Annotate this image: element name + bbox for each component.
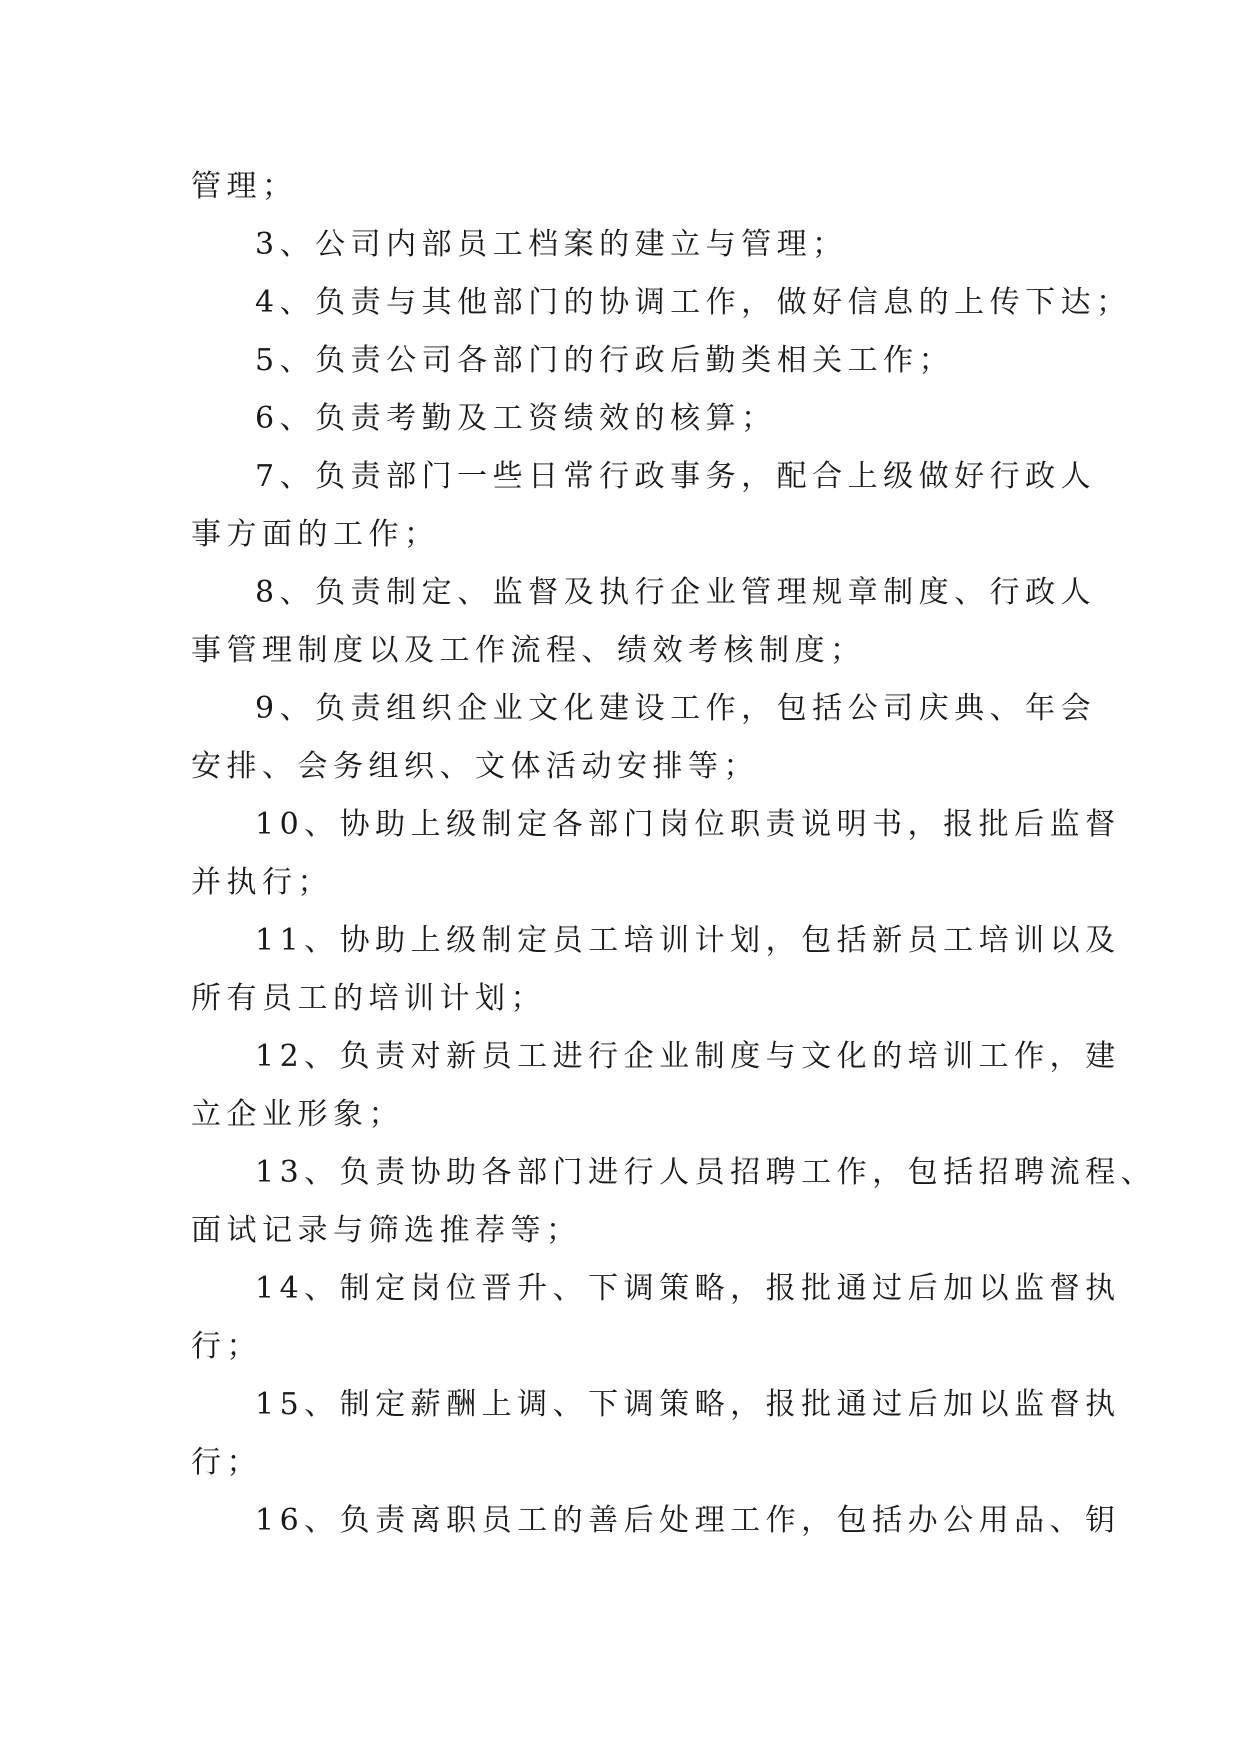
list-item-7: 7、负责部门一些日常行政事务，配合上级做好行政人 bbox=[255, 459, 1097, 494]
list-item-9: 9、负责组织企业文化建设工作，包括公司庆典、年会 bbox=[255, 691, 1097, 726]
list-item-13-continuation: 面试记录与筛选推荐等； bbox=[191, 1213, 582, 1248]
list-item-14: 14、制定岗位晋升、下调策略，报批通过后加以监督执 bbox=[255, 1271, 1121, 1306]
list-item-8: 8、负责制定、监督及执行企业管理规章制度、行政人 bbox=[255, 575, 1097, 610]
list-item-9-continuation: 安排、会务组织、文体活动安排等； bbox=[191, 749, 759, 784]
list-item-12: 12、负责对新员工进行企业制度与文化的培训工作，建 bbox=[255, 1039, 1121, 1074]
list-item-15-continuation: 行； bbox=[191, 1445, 262, 1480]
text-line-continuation: 管理； bbox=[191, 169, 298, 204]
list-item-10: 10、协助上级制定各部门岗位职责说明书，报批后监督 bbox=[255, 807, 1121, 842]
document-body bbox=[191, 158, 1157, 1550]
list-item-11: 11、协助上级制定员工培训计划，包括新员工培训以及 bbox=[255, 923, 1121, 958]
list-item-16: 16、负责离职员工的善后处理工作，包括办公用品、钥 bbox=[255, 1503, 1121, 1538]
list-item-5: 5、负责公司各部门的行政后勤类相关工作； bbox=[255, 343, 955, 378]
list-item-10-continuation: 并执行； bbox=[191, 865, 333, 900]
list-item-11-continuation: 所有员工的培训计划； bbox=[191, 981, 546, 1016]
list-item-4: 4、负责与其他部门的协调工作，做好信息的上传下达； bbox=[255, 285, 1132, 320]
list-item-14-continuation: 行； bbox=[191, 1329, 262, 1364]
list-item-15: 15、制定薪酬上调、下调策略，报批通过后加以监督执 bbox=[255, 1387, 1121, 1422]
list-item-3: 3、公司内部员工档案的建立与管理； bbox=[255, 227, 848, 262]
list-item-7-continuation: 事方面的工作； bbox=[191, 517, 440, 552]
list-item-8-continuation: 事管理制度以及工作流程、绩效考核制度； bbox=[191, 633, 866, 668]
list-item-6: 6、负责考勤及工资绩效的核算； bbox=[255, 401, 777, 436]
list-item-13: 13、负责协助各部门进行人员招聘工作，包括招聘流程、 bbox=[255, 1155, 1157, 1190]
list-item-12-continuation: 立企业形象； bbox=[191, 1097, 404, 1132]
